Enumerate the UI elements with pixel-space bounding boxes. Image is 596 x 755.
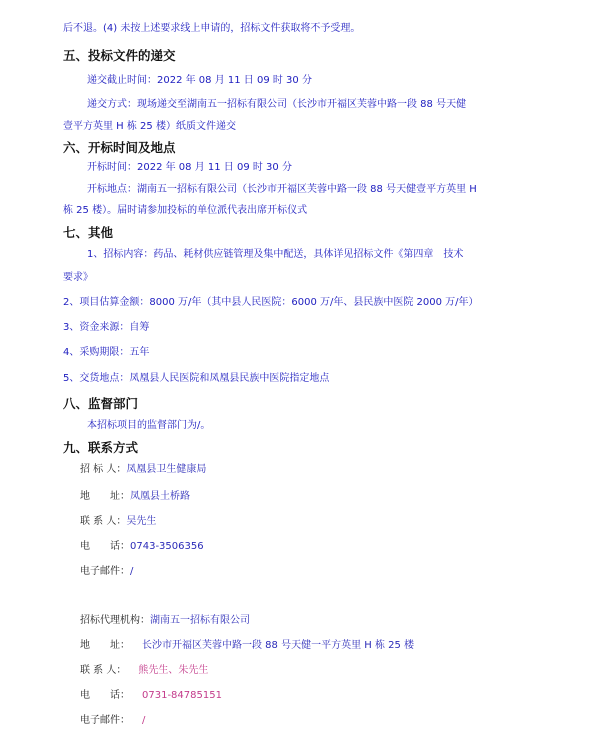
buyer-phone-value: 0743-3506356	[130, 541, 204, 552]
agent-address-row	[80, 639, 414, 653]
other-item-1: 1、招标内容：药品、耗材供应链管理及集中配送，具体详见招标文件《第四章 技术	[87, 249, 464, 260]
buyer-email-value: /	[130, 566, 134, 577]
agent-name-value: 湖南五一招标有限公司	[150, 615, 250, 626]
intro-text: 后不退。(4) 未按上述要求线上申请的，招标文件获取将不予受理。	[63, 23, 361, 34]
other-item-4: 4、采购期限：五年	[63, 347, 150, 358]
agent-phone-value: 0731-84785151	[142, 690, 222, 701]
buyer-contact-value: 吴先生	[126, 516, 157, 527]
buyer-name-label: 招 标 人：	[80, 464, 127, 475]
opening-place: 开标地点：湖南五一招标有限公司（长沙市开福区芙蓉中路一段 88 号天健壹平方英里 H	[87, 184, 477, 195]
agent-name-row	[80, 614, 250, 628]
supervision-text: 本招标项目的监督部门为/。	[87, 420, 211, 431]
other-item-3: 3、资金来源：自筹	[63, 322, 150, 333]
agent-email-value: /	[142, 715, 146, 726]
buyer-contact-label: 联 系 人：	[80, 516, 127, 527]
agent-address-value: 长沙市开福区芙蓉中路一段 88 号天健一平方英里 H 栋 25 楼	[142, 640, 415, 651]
agent-contact-value: 熊先生、朱先生	[138, 665, 209, 676]
buyer-email-row	[80, 565, 133, 579]
agent-contact-row	[80, 664, 208, 678]
section-9-heading: 九、联系方式	[63, 440, 139, 455]
submission-deadline: 递交截止时间：2022 年 08 月 11 日 09 时 30 分	[87, 75, 312, 86]
buyer-phone-label: 电 话：	[80, 541, 130, 552]
section-8-heading: 八、监督部门	[63, 396, 139, 411]
submission-method: 递交方式：现场递交至湖南五一招标有限公司（长沙市开福区芙蓉中路一段 88 号天健	[87, 99, 467, 110]
section-7-heading: 七、其他	[63, 225, 114, 240]
agent-phone-label: 电 话：	[80, 690, 130, 701]
buyer-contact-row	[80, 515, 156, 529]
agent-address-label: 地 址：	[80, 640, 130, 651]
other-item-1-cont: 要求》	[63, 272, 93, 283]
submission-method-cont: 壹平方英里 H 栋 25 楼）纸质文件递交	[63, 121, 236, 132]
opening-time: 开标时间：2022 年 08 月 11 日 09 时 30 分	[87, 162, 292, 173]
section-6-heading: 六、开标时间及地点	[63, 140, 176, 155]
other-item-5: 5、交货地点：凤凰县人民医院和凤凰县民族中医院指定地点	[63, 373, 330, 384]
buyer-name-row	[80, 463, 206, 477]
buyer-address-label: 地 址：	[80, 491, 130, 502]
other-item-2: 2、项目估算金额：8000 万/年（其中县人民医院：6000 万/年、县民族中医院 2000 万/年）	[63, 297, 479, 308]
agent-contact-label: 联 系 人：	[80, 665, 127, 676]
agent-email-label: 电子邮件：	[80, 715, 130, 726]
buyer-address-value: 凤凰县土桥路	[130, 491, 190, 502]
buyer-address-row	[80, 490, 190, 504]
agent-email-row	[80, 714, 145, 728]
buyer-email-label: 电子邮件：	[80, 566, 130, 577]
buyer-name-value: 凤凰县卫生健康局	[126, 464, 207, 475]
section-5-heading: 五、投标文件的递交	[63, 48, 176, 63]
agent-name-label: 招标代理机构：	[80, 615, 150, 626]
buyer-phone-row	[80, 540, 204, 554]
agent-phone-row	[80, 689, 222, 703]
opening-place-cont: 栋 25 楼）。届时请参加投标的单位派代表出席开标仪式	[63, 205, 308, 216]
